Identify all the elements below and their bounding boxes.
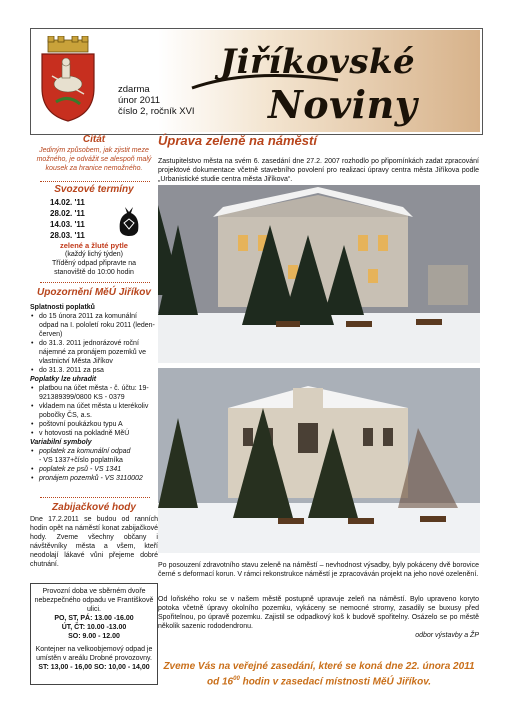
how-title: Poplatky lze uhradit	[30, 376, 97, 383]
svoz-instruction: Tříděný odpad připravte na stanoviště do 10:00 hodin	[51, 260, 137, 276]
list-item: - VS 1337+číslo poplatníka	[39, 457, 123, 464]
citat-heading: Citát	[82, 134, 106, 145]
article-para1: Po posouzení zdravotního stavu zeleně na náměstí – nevhodnost výsadby, byly pokáceny dvě borovice černé s deformací korun. V rámci rekonstrukce náměstí je zpracováván projekt na jeho nové ozelenění.	[158, 562, 479, 578]
issue-free: zdarma	[118, 84, 150, 95]
square-winter-photo	[158, 185, 480, 363]
sberny-hours: PO, ST, PÁ: 13.00 -16.00	[54, 615, 134, 622]
zabij-section	[30, 502, 158, 569]
sberny-line2: Kontejner na velkoobjemový odpad je umístěn v areálu Drobné provozovny.	[35, 646, 153, 662]
list-item: • do 15 února 2011 za komunální odpad na I. pololetí roku 2011 (leden-červen)	[39, 312, 158, 339]
invite-line1: Zveme Vás na veřejné zasedání, které se koná dne 22. února 2011	[163, 661, 475, 672]
mu-section	[30, 287, 158, 483]
article-credit: odbor výstavby a ŽP	[415, 632, 479, 639]
svoz-heading: Svozové termíny	[54, 184, 134, 195]
var-title: Variabilní symboly	[30, 439, 92, 446]
divider	[40, 282, 150, 283]
sberny-hours: ÚT, ČT: 10.00 -13.00	[61, 624, 127, 631]
citat-text: Jediným způsobem, jak zjistit meze možného, je odvážit se alespoň malý kousek za hranice nemožného.	[36, 147, 152, 172]
list-item: • poštovní poukázkou typu A	[39, 420, 158, 429]
sberny-box	[30, 583, 158, 685]
list-item: • platbou na účet města - č. účtu: 19-921389399/0800 KS - 0379	[39, 384, 158, 402]
article-title: Úprava zeleně na náměstí	[158, 133, 317, 148]
mu-heading: Upozornění MěÚ Jiříkov	[37, 287, 151, 298]
svoz-bags: zelené a žluté pytle	[60, 241, 128, 250]
issue-number: číslo 2, ročník XVI	[118, 106, 195, 117]
svoz-interval: (každý lichý týden)	[65, 251, 123, 258]
invite-text: od 16	[207, 676, 234, 688]
list-item: • do 31.3. 2011 za psa	[39, 366, 158, 375]
article-para2: Od loňského roku se v našem městě postupně upravuje zeleň na náměstí. Bylo upraveno koryto potoka včetně úpravy okolního pozemku, vykáceny se nemocné stromy, zasadily se buxusy před Spořitelnou, po úpravě pozemku. Zajistil se odpadkový koš k budově spořitelny. Osázelo se po městě několik sazenic rododendronu.	[158, 596, 479, 630]
sberny-hours: ST: 13,00 - 16,00 SO: 10,00 - 14,00	[38, 664, 150, 671]
list-item: • do 31.3. 2011 jednorázové roční nájemné za pronájem pozemků ve vlastnictví Města Jiříkov	[39, 339, 158, 366]
list-item: • v hotovosti na pokladně MěÚ	[39, 429, 158, 438]
zabij-text: Dne 17.2.2011 se budou od ranních hodin opět na náměstí konat zabijačkové hody. Zveme všechny občany i návštěvníky města a všem, kteří neodolají lákavé vůni přejeme dobré chutnání.	[30, 516, 158, 568]
divider	[40, 497, 150, 498]
list-item: • vkladem na účet města u kterékoliv pobočky ČS, a.s.	[39, 402, 158, 420]
svoz-date: 28.03. '11	[50, 231, 85, 240]
invite-line2	[158, 673, 480, 688]
svoz-date: 14.02. '11	[50, 198, 85, 207]
issue-date: únor 2011	[118, 95, 161, 106]
payment-title: Splatnosti poplatků	[30, 304, 95, 311]
masthead-title-line1: Jiříkovské	[220, 42, 416, 82]
list-item: • poplatek ze psů - VS 1341	[39, 465, 158, 474]
citat-section	[30, 134, 158, 173]
list-item: • poplatek za komunální odpad	[39, 447, 158, 456]
town-hall-winter-photo	[158, 368, 480, 553]
masthead-title-line2: Noviny	[268, 82, 418, 127]
divider	[40, 181, 150, 182]
svoz-section	[30, 184, 158, 277]
zabij-heading: Zabijačkové hody	[52, 502, 136, 513]
meeting-invite	[158, 660, 480, 688]
town-crest-icon	[38, 36, 98, 122]
invite-text: hodin v zasedací místnosti MěÚ Jiříkov.	[239, 676, 431, 688]
article-intro: Zastupitelstvo města na svém 6. zasedání dne 27.2. 2007 rozhodlo po připomínkách zadat zpracování projektové dokumentace včetně stavebního povolení pro realizaci úpravy centra města Jiříkova podle „Urbanistické studie centra města Jiříkova“.	[158, 158, 479, 183]
sberny-line1: Provozní doba ve sběrném dvoře nebezpečného odpadu ve Františkově ulici.	[34, 588, 154, 613]
svoz-date: 14.03. '11	[50, 220, 85, 229]
sberny-hours: SO: 9.00 - 12.00	[68, 633, 120, 640]
svoz-date: 28.02. '11	[50, 209, 85, 218]
invite-time-sup: 00	[233, 676, 240, 682]
list-item: • pronájem pozemků - VS 3110002	[39, 474, 158, 483]
issue-info	[118, 84, 195, 117]
trash-bag-icon	[116, 203, 142, 237]
